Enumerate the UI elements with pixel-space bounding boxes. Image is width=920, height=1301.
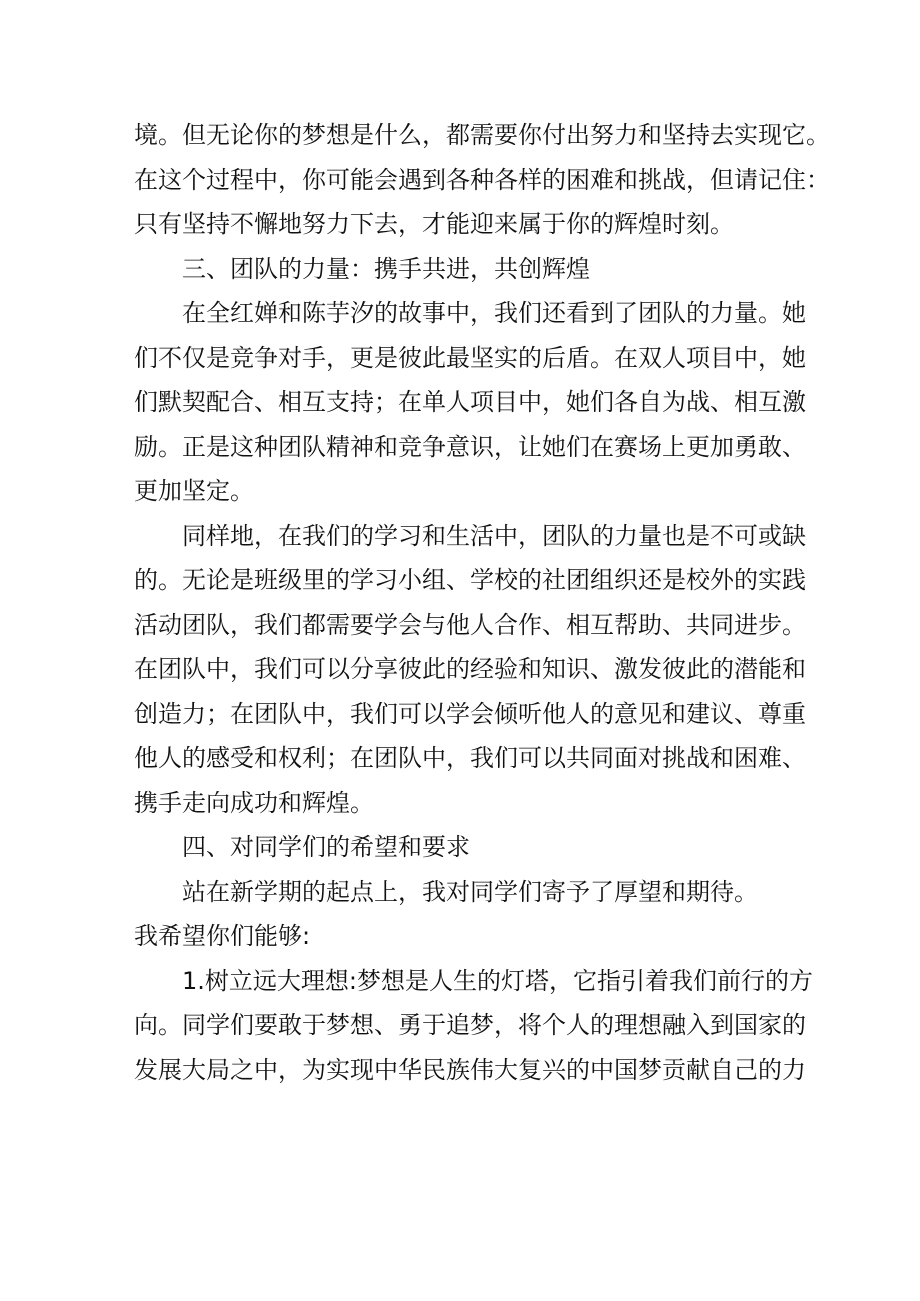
paragraph-similarly: [134, 514, 806, 826]
text-line: 站在新学期的起点上，我对同学们寄予了厚望和期待。: [182, 877, 758, 906]
text-line: 1.树立远大理想:梦想是人生的灯塔，它指引着我们前行的方: [182, 966, 813, 995]
text-line: 向。同学们要敢于梦想、勇于追梦，将个人的理想融入到国家的: [134, 1011, 806, 1039]
text-line: 只有坚持不懈地努力下去，才能迎来属于你的辉煌时刻。: [134, 210, 734, 238]
text-line: 励。正是这种团队精神和竞争意识，让她们在赛场上更加勇敢、: [134, 432, 806, 461]
paragraph-item-1: [134, 959, 813, 1093]
text-line: 们不仅是竞争对手，更是彼此最坚实的后盾。在双人项目中，她: [134, 343, 806, 372]
text-line: 更加坚定。: [134, 477, 254, 505]
section-heading-3: 三、团队的力量：携手共进，共创辉煌: [182, 254, 590, 283]
text-line: 创造力；在团队中，我们可以学会倾听他人的意见和建议、尊重: [134, 699, 806, 728]
text-line: 发展大局之中，为实现中华民族伟大复兴的中国梦贡献自己的力: [134, 1055, 806, 1084]
text-line: 在团队中，我们可以分享彼此的经验和知识、激发彼此的潜能和: [134, 655, 806, 683]
text-line: 我希望你们能够:: [134, 922, 311, 950]
text-line: 们默契配合、相互支持；在单人项目中，她们各自为战、相互激: [134, 388, 806, 416]
text-line: 在这个过程中，你可能会遇到各种各样的困难和挑战，但请记住：: [134, 165, 830, 194]
text-line: 携手走向成功和辉煌。: [134, 788, 374, 817]
paragraph-continuation: [134, 113, 830, 247]
paragraph-hope: [134, 870, 794, 959]
text-line: 在全红婵和陈芋汐的故事中，我们还看到了团队的力量。她: [182, 299, 806, 327]
text-line: 他人的感受和权利；在团队中，我们可以共同面对挑战和困难、: [134, 744, 806, 772]
section-heading-4: 四、对同学们的希望和要求: [182, 833, 470, 861]
text-line: 活动团队，我们都需要学会与他人合作、相互帮助、共同进步。: [134, 610, 806, 639]
document-body: [134, 113, 830, 1092]
text-line: 的。无论是班级里的学习小组、学校的社团组织还是校外的实践: [134, 566, 806, 594]
paragraph-team-power: [134, 291, 806, 514]
text-line: 同样地，在我们的学习和生活中，团队的力量也是不可或缺: [182, 521, 806, 550]
text-line: 境。但无论你的梦想是什么，都需要你付出努力和坚持去实现它。: [134, 121, 830, 149]
